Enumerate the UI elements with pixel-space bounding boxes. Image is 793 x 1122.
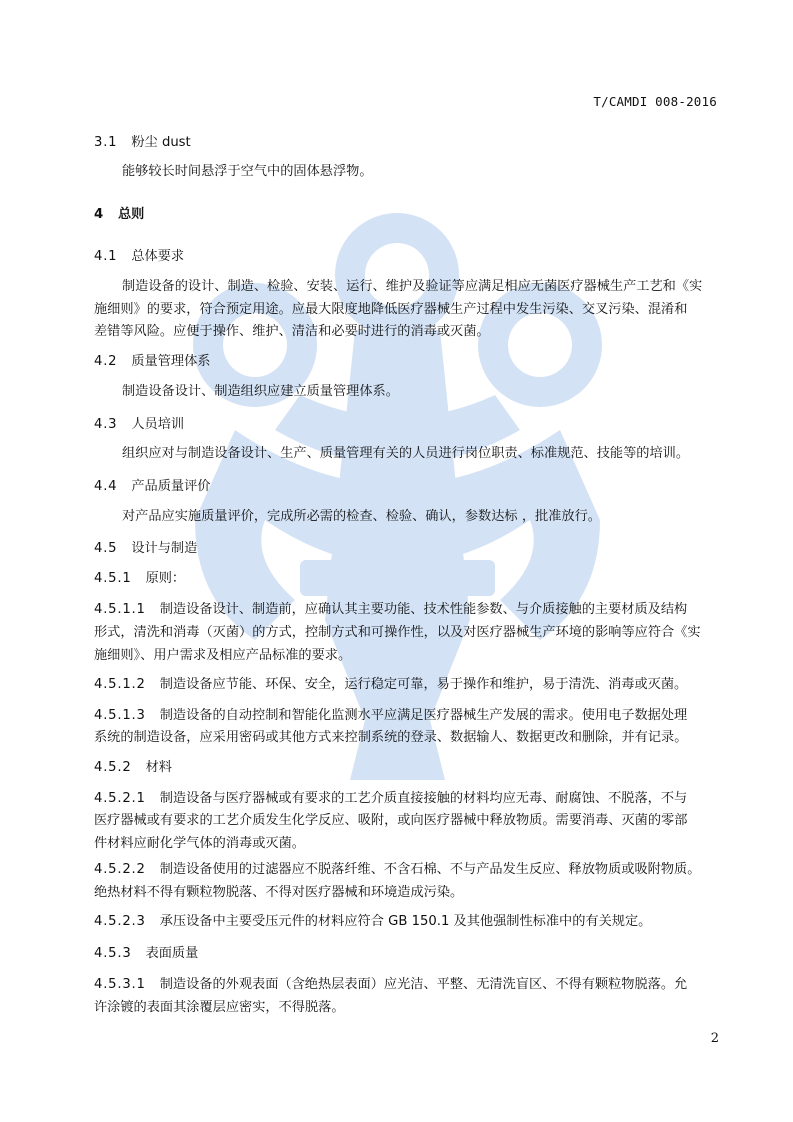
section-4-5-2-2-line (94, 858, 720, 881)
section-number: 4.5.1.3 (94, 708, 146, 723)
section-4-5-2-1-line: 医疗器械或有要求的工艺介质发生化学反应、吸附，或向医疗器械中释放物质。需要消毒、灭菌的零部 (94, 813, 688, 828)
section-4-5-3-heading (94, 942, 720, 965)
section-title: 人员培训 (131, 417, 185, 432)
section-text: 制造设备设计、制造前，应确认其主要功能、技术性能参数、与介质接触的主要材质及结构 (159, 602, 688, 617)
section-title: 表面质量 (145, 946, 199, 961)
section-title: 粉尘 dust (131, 135, 191, 150)
section-4-heading (94, 203, 720, 226)
section-title: 总则 (117, 207, 145, 222)
section-text: 制造设备的自动控制和智能化监测水平应满足医疗器械生产发展的需求。使用电子数据处理 (159, 708, 688, 723)
section-3-1-heading (94, 131, 720, 154)
section-4-5-1-1-line: 施细则》、用户需求及相应产品标准的要求。 (94, 648, 352, 663)
section-4-3-body: 组织应对与制造设备设计、生产、质量管理有关的人员进行岗位职责、标准规范、技能等的培训。 (122, 446, 690, 461)
section-4-5-3-1-line (94, 973, 720, 996)
section-number: 4.1 (94, 249, 118, 264)
section-4-1-body-line: 差错等风险。应便于操作、维护、清洁和必要时进行的消毒或灭菌。 (94, 324, 490, 339)
section-title: 材料 (145, 760, 172, 775)
section-4-5-1-3-line (94, 704, 720, 727)
section-number: 4.3 (94, 417, 118, 432)
section-4-5-3-1-line: 许涂镀的表面其涂覆层应密实，不得脱落。 (94, 1000, 345, 1015)
document-number: T/CAMDI 008-2016 (593, 94, 717, 109)
section-4-5-2-3-line (94, 910, 720, 933)
section-4-5-2-1-line (94, 787, 720, 810)
section-number: 4.4 (94, 479, 118, 494)
section-number: 4.5.2.1 (94, 791, 146, 806)
section-number: 4.5.3.1 (94, 977, 146, 992)
section-4-5-1-1-line: 形式，清洗和消毒（灭菌）的方式，控制方式和可操作性，以及对医疗器械生产环境的影响等应符合《实 (94, 625, 701, 640)
section-title: 产品质量评价 (131, 479, 211, 494)
section-title: 质量管理体系 (131, 354, 211, 369)
section-number: 4.5.2.3 (94, 914, 146, 929)
section-4-5-1-1-line (94, 598, 720, 621)
section-title: 总体要求 (131, 249, 185, 264)
section-3-1-body: 能够较长时间悬浮于空气中的固体悬浮物。 (122, 164, 373, 179)
section-number: 4.5.2 (94, 760, 132, 775)
section-4-5-2-2-line: 绝热材料不得有颗粒物脱落、不得对医疗器械和环境造成污染。 (94, 885, 464, 900)
section-title: 原则： (145, 571, 186, 586)
section-4-5-heading (94, 537, 720, 560)
section-4-4-heading (94, 475, 720, 498)
section-4-1-heading (94, 245, 720, 268)
section-4-3-heading (94, 413, 720, 436)
section-text: 制造设备的外观表面（含绝热层表面）应光洁、平整、无清洗盲区、不得有颗粒物脱落。允 (159, 977, 688, 992)
section-4-5-2-heading (94, 756, 720, 779)
section-4-2-body: 制造设备设计、制造组织应建立质量管理体系。 (122, 384, 399, 399)
section-number: 4.5.2.2 (94, 862, 146, 877)
section-4-5-2-1-line: 件材料应耐化学气体的消毒或灭菌。 (94, 836, 305, 851)
section-number: 4.5.1.1 (94, 602, 146, 617)
section-number: 4.5.3 (94, 946, 132, 961)
section-4-1-body-line: 制造设备的设计、制造、检验、安装、运行、维护及验证等应满足相应无菌医疗器械生产工艺和《实 (122, 279, 703, 294)
section-number: 4 (94, 207, 104, 222)
section-text: 制造设备应节能、环保、安全，运行稳定可靠，易于操作和维护，易于清洗、消毒或灭菌。 (159, 677, 688, 692)
section-number: 4.2 (94, 354, 118, 369)
section-text: 制造设备与医疗器械或有要求的工艺介质直接接触的材料均应无毒、耐腐蚀、不脱落，不与 (159, 791, 688, 806)
page-number: 2 (710, 1031, 719, 1046)
section-number: 3.1 (94, 135, 118, 150)
section-number: 4.5.1 (94, 571, 132, 586)
section-text: 承压设备中主要受压元件的材料应符合 GB 150.1 及其他强制性标准中的有关规定。 (159, 914, 652, 929)
section-text: 制造设备使用的过滤器应不脱落纤维、不含石棉、不与产品发生反应、释放物质或吸附物质。 (159, 862, 701, 877)
section-4-5-1-2-line (94, 673, 720, 696)
section-4-2-heading (94, 350, 720, 373)
section-4-5-1-heading (94, 567, 720, 590)
section-title: 设计与制造 (131, 541, 198, 556)
section-number: 4.5.1.2 (94, 677, 146, 692)
section-4-4-body: 对产品应实施质量评价，完成所必需的检查、检验、确认，参数达标 ，批准放行。 (122, 509, 601, 524)
section-4-5-1-3-line: 系统的制造设备，应采用密码或其他方式来控制系统的登录、数据输人、数据更改和删除，并有记录。 (94, 730, 688, 745)
section-number: 4.5 (94, 541, 118, 556)
section-4-1-body-line: 施细则》的要求，符合预定用途。应最大限度地降低医疗器械生产过程中发生污染、交叉污染、混淆和 (94, 302, 688, 317)
